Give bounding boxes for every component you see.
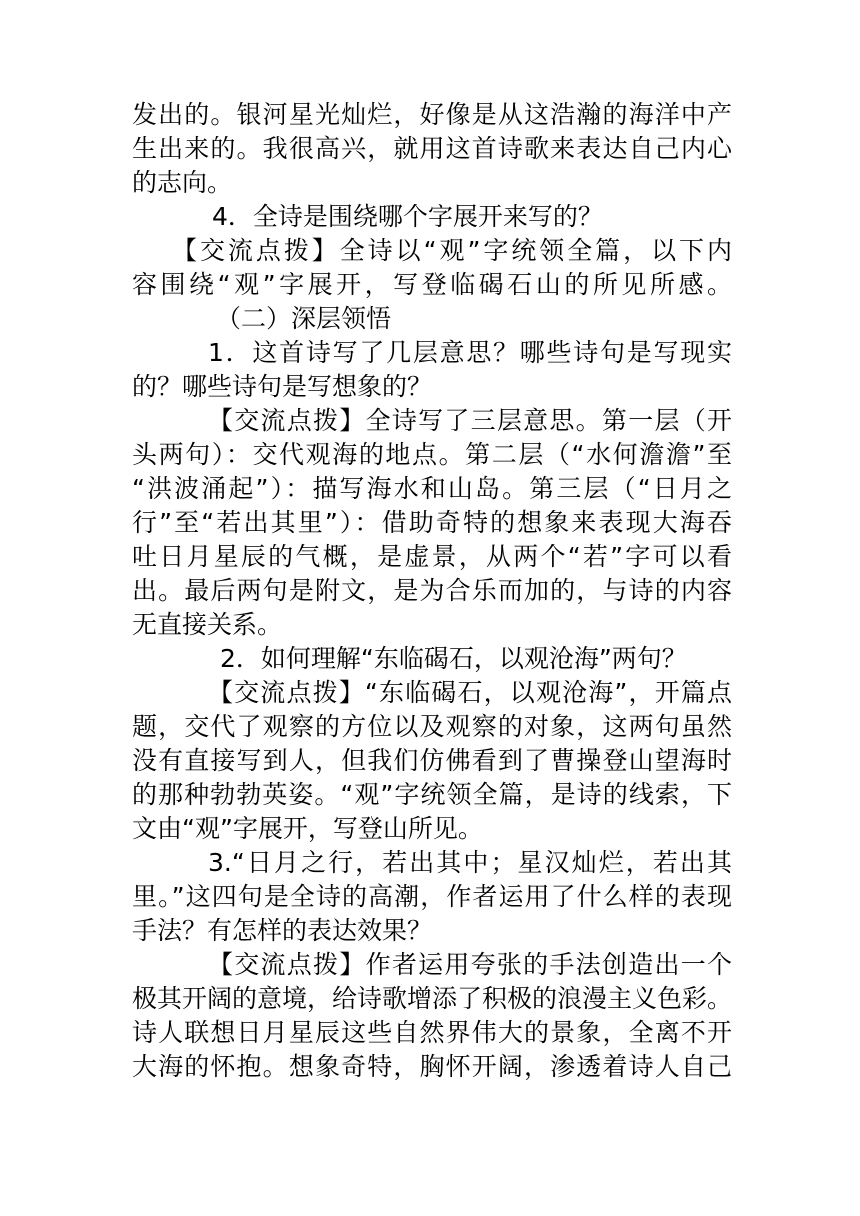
text-line: 诗人联想日月星辰这些自然界伟大的景象，全离不开 xyxy=(132,1018,732,1047)
document-body xyxy=(132,98,732,1084)
question-3: 3.“日月之行，若出其中；星汉灿烂，若出其 xyxy=(208,848,732,877)
text-line: 出。最后两句是附文，是为合乐而加的，与诗的内容 xyxy=(132,576,732,605)
text-line: 的志向。 xyxy=(132,168,233,197)
answer-3: 【交流点拨】作者运用夸张的手法创造出一个 xyxy=(208,950,732,979)
text-line: 行”至“若出其里”）：借助奇特的想象来表现大海吞 xyxy=(132,508,732,537)
question-4: 4．全诗是围绕哪个字展开来写的？ xyxy=(212,202,603,231)
text-line: 大海的怀抱。想象奇特，胸怀开阔，渗透着诗人自己 xyxy=(132,1052,732,1081)
text-line: 容围绕“观”字展开，写登临碣石山的所见所感。 xyxy=(132,270,732,299)
question-2: 2．如何理解“东临碣石，以观沧海”两句？ xyxy=(220,644,687,673)
text-line: 吐日月星辰的气概，是虚景，从两个“若”字可以看 xyxy=(132,542,732,571)
text-line: 里。”这四句是全诗的高潮，作者运用了什么样的表现 xyxy=(132,882,732,911)
text-line: 文由“观”字展开，写登山所见。 xyxy=(132,814,483,843)
text-line: 没有直接写到人，但我们仿佛看到了曹操登山望海时 xyxy=(132,746,732,775)
text-line: 题，交代了观察的方位以及观察的对象，这两句虽然 xyxy=(132,712,732,741)
text-line: 头两句）：交代观海的地点。第二层（“水何澹澹”至 xyxy=(132,440,732,469)
text-line: 极其开阔的意境，给诗歌增添了积极的浪漫主义色彩。 xyxy=(132,984,733,1013)
text-line: 生出来的。我很高兴，就用这首诗歌来表达自己内心 xyxy=(132,134,732,163)
text-line: “洪波涌起”）：描写海水和山岛。第三层（“日月之 xyxy=(132,474,732,503)
text-line: 的？哪些诗句是写想象的？ xyxy=(132,372,433,401)
answer-2: 【交流点拨】“东临碣石，以观沧海”，开篇点 xyxy=(208,678,732,707)
text-line: 手法？有怎样的表达效果？ xyxy=(132,916,433,945)
text-line: 发出的。银河星光灿烂，好像是从这浩瀚的海洋中产 xyxy=(132,100,732,129)
text-line: 无直接关系。 xyxy=(132,610,283,639)
answer-1: 【交流点拨】全诗写了三层意思。第一层（开 xyxy=(208,406,732,435)
text-line: 的那种勃勃英姿。“观”字统领全篇，是诗的线索，下 xyxy=(132,780,732,809)
answer-4: 【交流点拨】全诗以“观”字统领全篇，以下内 xyxy=(172,236,732,265)
question-1: 1．这首诗写了几层意思？哪些诗句是写现实 xyxy=(208,338,732,367)
section-heading: （二）深层领悟 xyxy=(216,304,392,333)
